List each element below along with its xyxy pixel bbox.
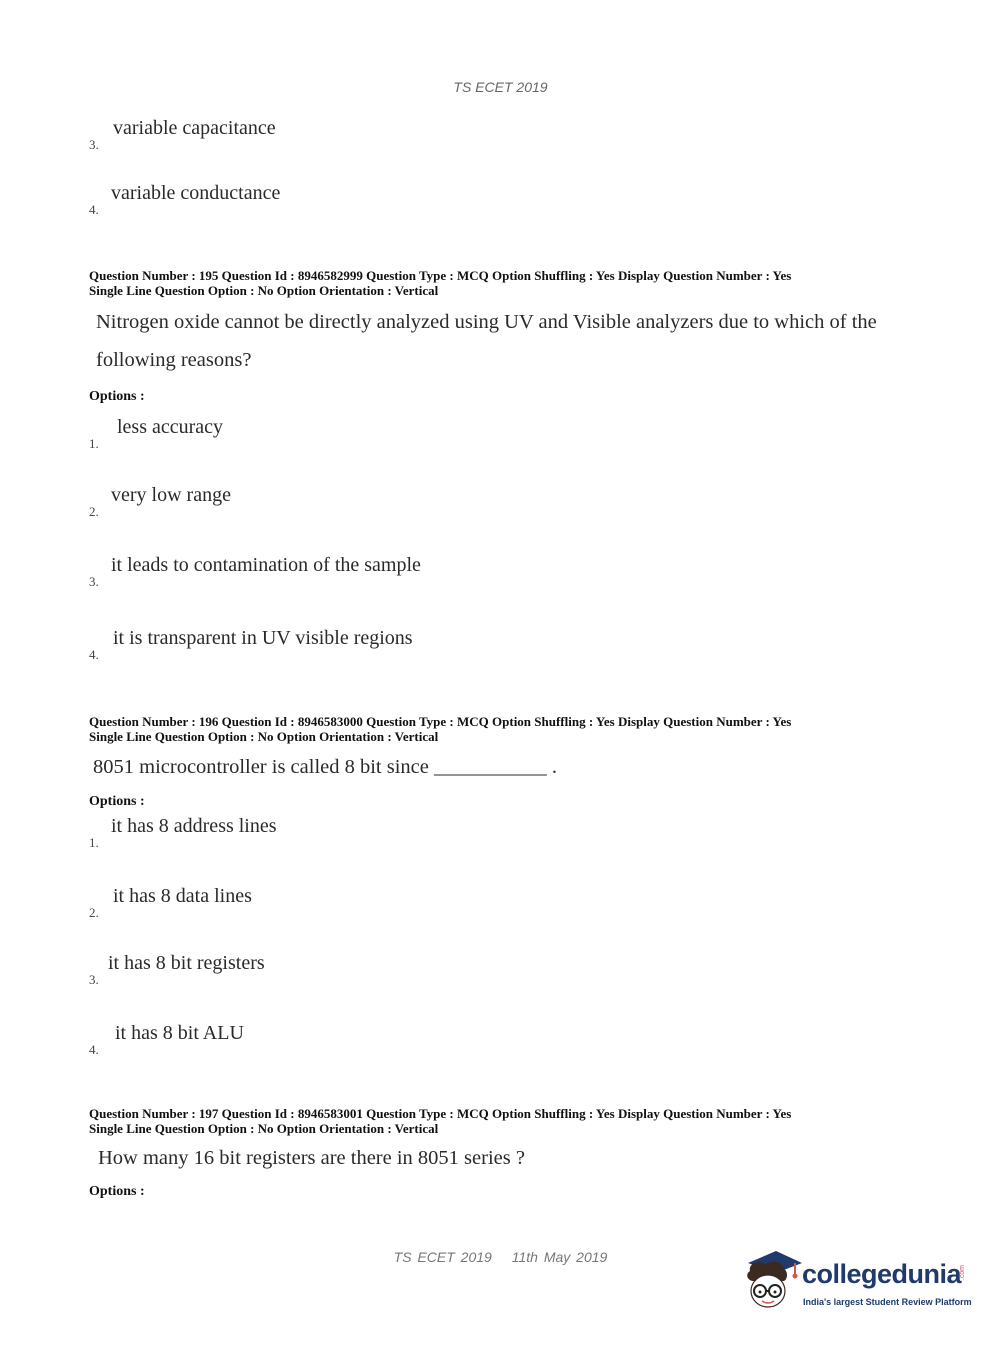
question-meta-line1: Question Number : 195 Question Id : 8946582999 Question Type : MCQ Option Shuffling : Yes Display Question Number : Yes (89, 268, 792, 283)
option-number: 1. (89, 835, 99, 850)
option-text: it has 8 address lines (111, 815, 277, 837)
option-number: 4. (89, 1042, 99, 1057)
logo-tagline: India's largest Student Review Platform (803, 1297, 972, 1307)
option-number: 4. (89, 202, 99, 217)
option-item (89, 554, 909, 594)
option-text: it leads to contamination of the sample (111, 554, 421, 576)
footer-exam: TS ECET 2019 (393, 1249, 492, 1265)
question-meta-line2: Single Line Question Option : No Option Orientation : Vertical (89, 283, 439, 298)
option-item (89, 182, 909, 222)
question-text: 8051 microcontroller is called 8 bit since ___________ . (93, 756, 558, 778)
option-item (89, 117, 909, 157)
option-text: it has 8 bit registers (108, 952, 265, 974)
option-item (89, 952, 909, 992)
footer-date: 11th May 2019 (511, 1249, 608, 1265)
option-item (89, 627, 909, 667)
question-meta (89, 1106, 909, 1136)
question-meta-line2: Single Line Question Option : No Option Orientation : Vertical (89, 1121, 439, 1136)
page-header: TS ECET 2019 (453, 79, 548, 95)
option-number: 3. (89, 574, 99, 589)
option-text: it has 8 data lines (113, 885, 252, 907)
option-text: variable capacitance (113, 117, 276, 139)
option-item (89, 484, 909, 524)
option-number: 4. (89, 647, 99, 662)
option-number: 2. (89, 905, 99, 920)
question-meta-line2: Single Line Question Option : No Option Orientation : Vertical (89, 729, 439, 744)
mascot-icon (742, 1249, 804, 1319)
option-text: it has 8 bit ALU (115, 1022, 244, 1044)
option-item (89, 416, 909, 456)
question-meta (89, 714, 909, 744)
collegedunia-logo (742, 1249, 972, 1319)
option-text: less accuracy (117, 416, 224, 438)
options-label: Options : (89, 794, 145, 809)
options-label: Options : (89, 1184, 145, 1199)
option-number: 2. (89, 504, 99, 519)
option-item (89, 815, 909, 855)
question-meta-line1: Question Number : 197 Question Id : 8946583001 Question Type : MCQ Option Shuffling : Yes Display Question Number : Yes (89, 1106, 792, 1121)
question-meta (89, 268, 909, 298)
option-item (89, 1022, 909, 1062)
option-text: it is transparent in UV visible regions (113, 627, 413, 649)
option-number: 1. (89, 436, 99, 451)
logo-dotcom: .com (959, 1265, 966, 1281)
option-text: very low range (111, 484, 231, 506)
option-item (89, 885, 909, 925)
option-number: 3. (89, 137, 99, 152)
option-number: 3. (89, 972, 99, 987)
question-meta-line1: Question Number : 196 Question Id : 8946583000 Question Type : MCQ Option Shuffling : Yes Display Question Number : Yes (89, 714, 792, 729)
option-text: variable conductance (111, 182, 281, 204)
options-label: Options : (89, 389, 145, 404)
question-text: Nitrogen oxide cannot be directly analyzed using UV and Visible analyzers due to which of the following reasons? (96, 311, 877, 371)
question-text: How many 16 bit registers are there in 8051 series ? (98, 1147, 525, 1169)
logo-name: collegedunia (802, 1259, 962, 1289)
